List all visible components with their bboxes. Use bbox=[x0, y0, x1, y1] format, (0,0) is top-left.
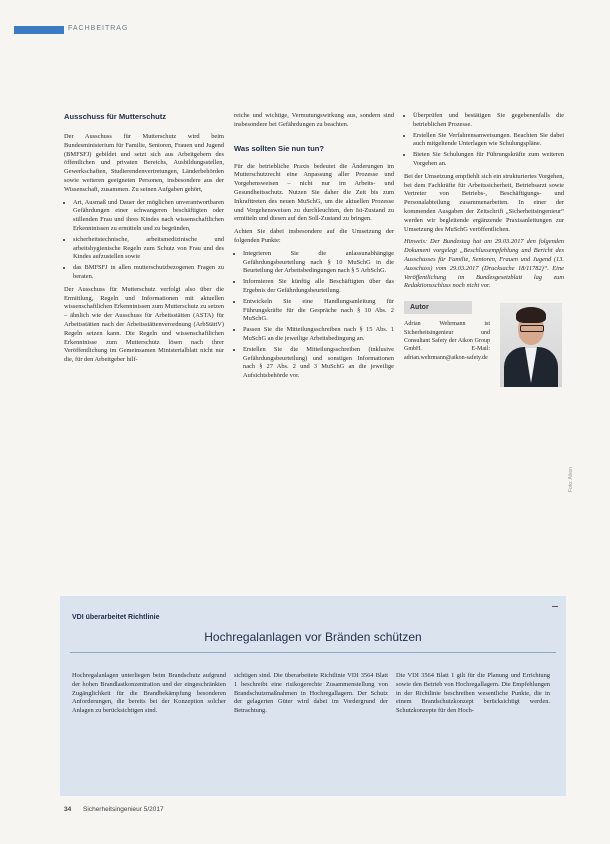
list-item: • Erstellen Sie die Mitteilungsschreiben (inklusive Gefährdungsbeurteilung) und sonstigen Informationen nach § 27 Abs. 2 und 3 MuSchG an die jeweilige Aufsichtsbehörde vor. bbox=[243, 346, 394, 381]
page-number: 34 bbox=[64, 806, 72, 813]
author-photo bbox=[500, 303, 562, 387]
list-item: • sicherheitstechnische, arbeitsmedizinische und arbeitshygienische Regeln zum Schutz von Frau und des Kindes aufzustellen sowie bbox=[73, 236, 224, 262]
paragraph: Der Ausschuss für Mutterschutz wird beim Bundesministerium für Familie, Senioren, Frauen und Jugend (BMFSFJ) gebildet und setzt sich aus Arbeitgebern des öffentlichen und privaten Bereichs, Ausbildungsstellen, Gewerkschaften, Studierendenvertretungen, Länderbehörden sowie weiteren geeigneten Personen, insbesondere aus der Wissenschaft, zusammen. Zu seinen Aufgaben gehört, bbox=[64, 133, 224, 193]
list-item: • Informieren Sie künftig alle Beschäftigten über das Ergebnis der Gefährdungsbeurteilung. bbox=[243, 278, 394, 296]
section-label: FACHBEITRAG bbox=[68, 25, 129, 32]
column-2 bbox=[234, 112, 394, 385]
paragraph: reiche und wichtige, Vermutungswirkung aus, sondern sind insbesondere bei Gefährdungen zu beachten. bbox=[234, 112, 394, 128]
paragraph: Bei der Umsetzung empfiehlt sich ein strukturiertes Vorgehen, bei dem Fachkräfte für Arbeitssicherheit, Betriebsarzt sowie Vertreter von Betriebs-, Beschäftigungs- und Personalabteilung zusammenarbeiten. In einer der kommenden Ausgaben der Zeitschrift „Sicherheitsingenieur“ werden wir begleitende ergänzende Praxisanleitungen zur Umsetzung des MuSchG veröffentlichen. bbox=[404, 172, 564, 233]
journal-name: Sicherheitsingenieur 5/2017 bbox=[83, 806, 164, 813]
list-item: • Art, Ausmaß und Dauer der möglichen unverantwortbaren Gefährdungen einer schwangeren beschäftigten oder stillenden Frau und ihres Kindes nach wissenschaftlichen Erkenntnissen zu ermitteln und zu begründen, bbox=[73, 199, 224, 234]
note-paragraph: Hinweis: Der Bundestag hat am 29.03.2017 den folgenden Dokument vorgelegt „Beschlussempfehlung und Bericht des Ausschusses für Familie, Senioren, Frauen und Jugend (13. Ausschuss) vom 29.03.2017 (Drucksache 18/11782)“. Eine Veröffentlichung im Bundesgesetzblatt lag zum Redaktionsschluss noch nicht vor. bbox=[404, 238, 564, 290]
bullet-list bbox=[64, 199, 224, 282]
vdi-column-1: Hochregalanlagen unterliegen beim Brandschutz aufgrund der hohen Brandlastkonzentration und der eingeschränkten Zugänglichkeit für die Brandbekämpfung besonderen Anforderungen, die bereits bei der Konzeption solcher Anlagen zu berücksichtigen sind. bbox=[72, 672, 226, 715]
list-item: • das BMFSFJ in allen mutterschutzbezogenen Fragen zu beraten. bbox=[73, 264, 224, 282]
photo-credit: Foto: Aikon bbox=[568, 466, 574, 492]
corner-mark-icon bbox=[552, 602, 558, 607]
section-accent-bar bbox=[14, 26, 64, 34]
author-box bbox=[404, 301, 564, 413]
bullet-list bbox=[404, 112, 564, 169]
vdi-infobox bbox=[60, 596, 566, 796]
paragraph: Für die betriebliche Praxis bedeutet die Änderungen im Mutterschutzrecht eine Anpassung aller Prozesse und Vorgehensweisen – nicht nur im Arbeits- und Gesundheitsschutz. Nutzen Sie daher die Zeit bis zum Inkrafttreten des neuen MuSchG, um die aktuellen Prozesse und Vorgehensweisen zu durchleuchten, den Ist-Zustand zu ermitteln und diesen auf den Soll-Zustand zu bringen. bbox=[234, 162, 394, 223]
list-item: • Bieten Sie Schulungen für Führungskräfte zum weiteren Vorgehen an. bbox=[413, 151, 564, 169]
bullet-list bbox=[234, 250, 394, 381]
paragraph: Der Ausschuss für Mutterschutz verfolgt also über die Ermittlung, Regeln und Informationen mit aktuellen wissenschaftlichen Erkenntnissen zum Mutterschutz zu setzen – ähnlich wie der Ausschuss für Arbeitsstätten (ASTA) für Arbeitsstätten nach der Arbeitsstättenverordnung (ArbStättV) Regeln setzen kann. Die Regeln und wissenschaftlichen Erkenntnisse zum Mutterschutz lösen nach ihrer Veröffentlichung im Gemeinsamen Ministerialblatt nicht nur die, für den Arbeitgeber hilf- bbox=[64, 285, 224, 364]
photo-glasses-shape bbox=[520, 325, 544, 332]
heading-mutterschutz-committee: Ausschuss für Mutterschutz bbox=[64, 112, 167, 121]
list-item: • Erstellen Sie Verfahrensanweisungen. Beachten Sie dabei auch mitgeltende Unterlagen wie Schulungspläne. bbox=[413, 132, 564, 150]
vdi-column-2: sichtigen sind. Die überarbeitete Richtlinie VDI 3564 Blatt 1 beschreibt eine risikogerechte Zusammenstellung von Brandschutzmaßnahmen in Hochregallagern. Der Schutz der gelagerten Güter wird dabei im Vordergrund der Betrachtung. bbox=[234, 672, 388, 715]
column-1 bbox=[64, 112, 224, 369]
list-item: • Entwickeln Sie eine Handlungsanleitung für Führungskräfte für die Gespräche nach § 10 Abs. 2 MuSchG. bbox=[243, 298, 394, 324]
vdi-infobox-label: VDI überarbeitet Richtlinie bbox=[72, 614, 160, 621]
vdi-column-3: Die VDI 3564 Blatt 1 gilt für die Planung und Errichtung sowie den Betrieb von Hochregallagern. Die Empfehlungen in der Richtlinie beschreiben wesentliche Punkte, die in einem Brandschutzkonzept berücksichtigt werden. Schutzkonzepte für den Hoch- bbox=[396, 672, 550, 715]
list-item: • Passen Sie die Mitteilungsschreiben nach § 15 Abs. 1 MuSchG an die jeweilige Arbeitsbedingung an. bbox=[243, 326, 394, 344]
photo-hair-shape bbox=[516, 307, 546, 323]
author-label: Autor bbox=[404, 301, 472, 314]
paragraph: Achten Sie dabei insbesondere auf die Umsetzung der folgenden Punkte: bbox=[234, 228, 394, 244]
vdi-infobox-title: Hochregalanlagen vor Bränden schützen bbox=[204, 630, 422, 644]
list-item: • Überprüfen und bestätigen Sie gegebenenfalls die betrieblichen Prozesse. bbox=[413, 112, 564, 130]
divider bbox=[70, 652, 556, 653]
author-bio: Adrian Wehrmann ist Sicherheitsingenieur und Consultant Safety der Aikon Group GmbH. E-Mail: adrian.wehrmann@aikon-safety.de bbox=[404, 321, 490, 361]
list-item: • Integrieren Sie die anlassunabhängige Gefährdungsbeurteilung nach § 10 MuSchG in die Beurteilung der Arbeitsbedingungen nach § 5 ArbSchG. bbox=[243, 250, 394, 276]
column-3 bbox=[404, 112, 564, 413]
heading-what-to-do: Was sollten Sie nun tun? bbox=[234, 143, 325, 153]
page-footer bbox=[64, 806, 164, 813]
